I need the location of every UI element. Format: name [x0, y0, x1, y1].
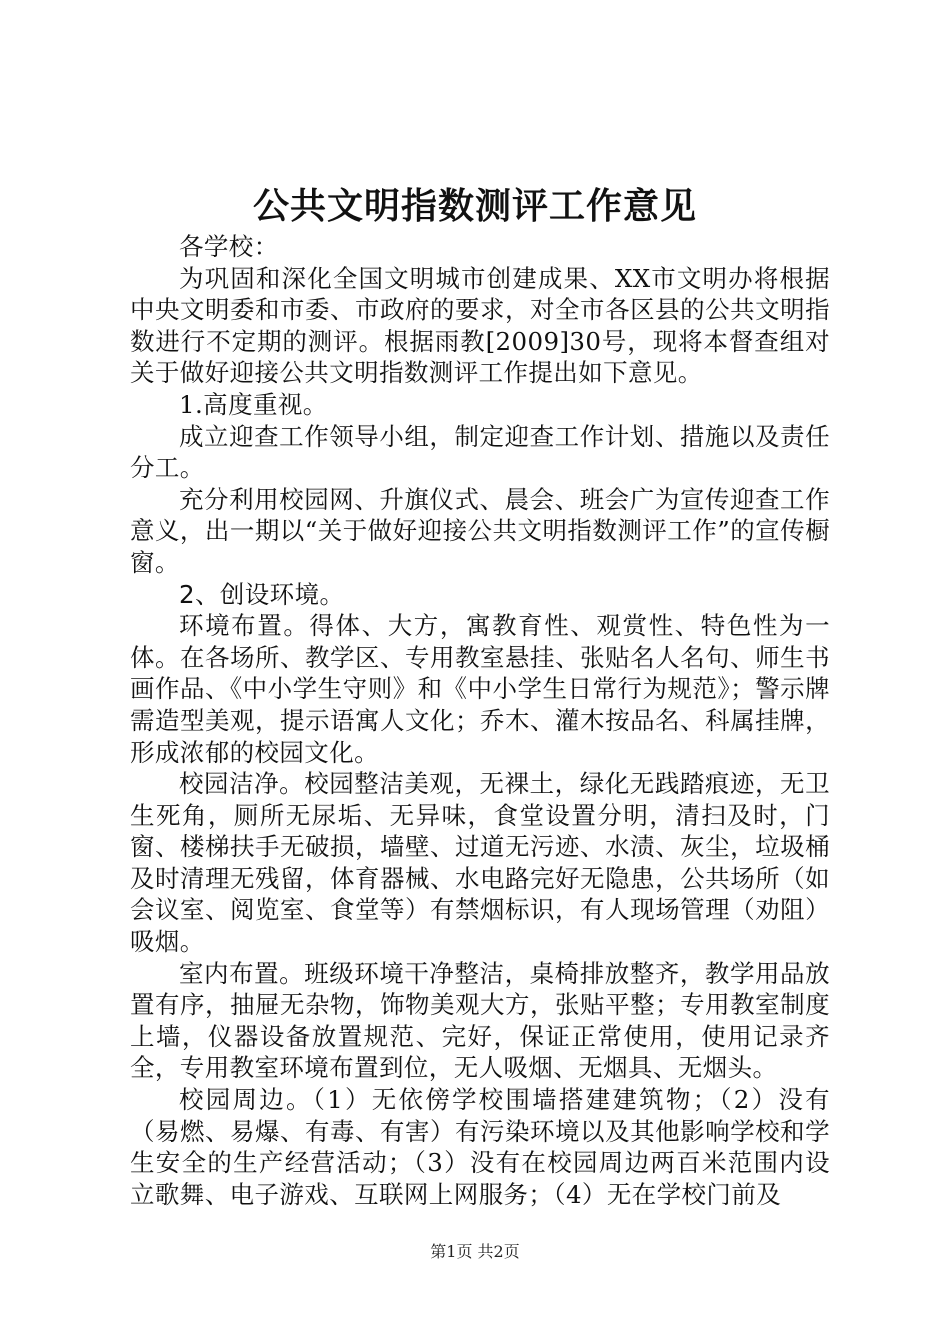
body-paragraph: 充分利用校园网、升旗仪式、晨会、班会广为宣传迎查工作意义，出一期以“关于做好迎接公共文明指数测评工作”的宣传橱窗。	[130, 484, 830, 577]
page-number-footer: 第1页 共2页	[430, 1242, 520, 1261]
body-paragraph: 校园洁净。校园整洁美观，无裸土，绿化无践踏痕迹，无卫生死角，厕所无尿垢、无异味，食堂设置分明，清扫及时，门窗、楼梯扶手无破损，墙壁、过道无污迹、水渍、灰尘，垃圾桶及时清理无残留，体育器械、水电路完好无隐患，公共场所（如会议室、阅览室、食堂等）有禁烟标识，有人现场管理（劝阻）吸烟。	[130, 769, 830, 957]
document-body	[130, 231, 830, 1210]
section-heading-1: 1.高度重视。	[179, 389, 328, 419]
body-paragraph: 成立迎查工作领导小组，制定迎查工作计划、措施以及责任分工。	[130, 421, 830, 483]
document-title: 公共文明指数测评工作意见	[252, 185, 697, 227]
salutation-paragraph: 各学校：	[179, 232, 279, 261]
body-paragraph: 环境布置。得体、大方，寓教育性、观赏性、特色性为一体。在各场所、教学区、专用教室悬挂、张贴名人名句、师生书画作品、《中小学生守则》和《中小学生日常行为规范》；警示牌需造型美观，提示语寓人文化；乔木、灌木按品名、科属挂牌，形成浓郁的校园文化。	[130, 611, 830, 767]
body-paragraph: 室内布置。班级环境干净整洁，桌椅排放整齐，教学用品放置有序，抽屉无杂物，饰物美观大方，张贴平整；专用教室制度上墙，仪器设备放置规范、完好，保证正常使用，使用记录齐全，专用教室环境布置到位，无人吸烟、无烟具、无烟头。	[130, 958, 830, 1083]
body-paragraph: 校园周边。（1）无依傍学校围墙搭建建筑物；（2）没有（易燃、易爆、有毒、有害）有污染环境以及其他影响学校和学生安全的生产经营活动；（3）没有在校园周边两百米范围内设立歌舞、电子游戏、互联网上网服务；（4）无在学校门前及	[130, 1085, 830, 1209]
intro-paragraph: 为巩固和深化全国文明城市创建成果、XX市文明办将根据中央文明委和市委、市政府的要求，对全市各区县的公共文明指数进行不定期的测评。根据雨教[2009]30号，现将本督查组对关于做好迎接公共文明指数测评工作提出如下意见。	[130, 263, 830, 388]
section-heading-2: 2、创设环境。	[179, 579, 345, 609]
